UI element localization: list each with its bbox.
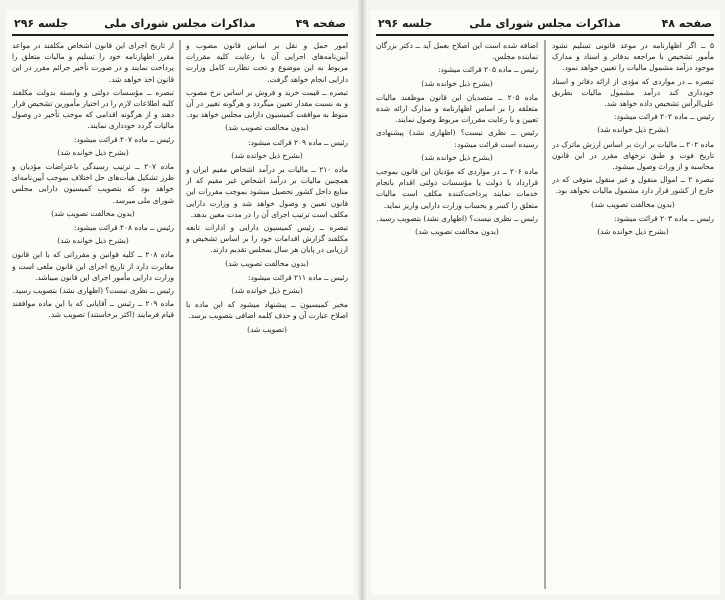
right-page-header — [376, 14, 714, 36]
column-divider — [180, 40, 181, 589]
text-paragraph: رئیس ــ ماده ۲۰۷ قرائت میشود: — [73, 134, 174, 144]
right-page-title: مذاکرات مجلس شورای ملی — [469, 17, 621, 30]
left-page — [6, 10, 354, 595]
text-paragraph: مخبر کمیسیون ــ پیشنهاد میشود که این ماده با اصلاح عبارت آن و حذف کلمه اضافی بتصویب برسد. — [186, 300, 348, 321]
procedural-note: (بشرح ذیل خوانده شد) — [57, 236, 129, 246]
text-paragraph: تبصره ــ رئیس کمیسیون دارایی و ادارات تابعه مکلفند گزارش اقدامات خود را بر اساس تشخیص و ارزیابی در پایان هر سال بمجلس تقدیم دارند. — [186, 223, 348, 255]
text-paragraph: تبصره ــ در مواردی که مؤدی از ارائه دفاتر و اسناد خودداری کند درآمد مشمول مالیات بطریق علی‌الرأس تشخیص داده خواهد شد. — [552, 76, 714, 109]
text-paragraph: تبصره ــ قیمت خرید و فروش بر اساس نرخ مصوب و به نسبت مقدار تعیین میگردد و هرگونه تغییر در آن منوط به موافقت کمیسیون دارایی مجلس خواهد بود. — [186, 87, 348, 120]
procedural-note: (بدون مخالفت تصویب شد) — [591, 199, 675, 209]
right-page-column-left — [376, 40, 538, 589]
text-paragraph: ماده ۲۱۰ ــ مالیات بر درآمد اشخاص مقیم ایران و همچنین مالیات بر درآمد اشخاص غیر مقیم که از منابع داخل کشور تحصیل میشود بموجب مقررات این قانون تعیین و وصول خواهد شد و وزارت دارایی مکلف است ترتیب اجرای آن را در مدت معین بدهد. — [186, 165, 348, 219]
text-paragraph: ماده ۲۰۵ ــ متصدیان این قانون موظفند مالیات متعلقه را بر اساس اظهارنامه و مدارک ارائه شده تعیین و با رعایت مقررات مربوط وصول نمایند. — [376, 92, 538, 125]
text-paragraph: اضافه شده است این اصلاح بعمل آید ــ دکتر بزرگان نماینده مجلس. — [376, 41, 538, 62]
left-page-header — [12, 14, 348, 36]
column-divider — [545, 40, 546, 589]
left-page-number: صفحه ۴۹ — [295, 17, 346, 30]
procedural-note: (بدون مخالفت تصویب شد) — [415, 227, 499, 237]
left-page-column-left — [12, 40, 174, 589]
text-paragraph: رئیس ــ ماده ۲۰۸ قرائت میشود: — [73, 223, 174, 233]
right-page — [370, 10, 720, 595]
text-paragraph: رئیس ــ نظری نیست؟ (اظهاری نشد) پیشنهادی رسیده است قرائت میشود: — [376, 128, 538, 149]
right-page-column-right — [552, 40, 714, 589]
book-gutter — [356, 0, 368, 600]
procedural-note: (بشرح ذیل خوانده شد) — [421, 152, 493, 162]
right-page-columns — [376, 40, 714, 589]
text-paragraph: رئیس ــ نظری نیست؟ (اظهاری نشد) بتصویب رسید. — [12, 286, 174, 296]
right-session-label: جلسه ۲۹۶ — [378, 17, 433, 30]
text-paragraph: رئیس ــ ماده ۲۰۲ قرائت میشود: — [613, 112, 714, 122]
text-paragraph: ماده ۲۰۸ ــ کلیه قوانین و مقرراتی که با این قانون مغایرت دارد از تاریخ اجرای این قانون ملغی است و وزارت دارایی مأمور اجرای این قانون میباشد. — [12, 250, 174, 282]
left-page-title: مذاکرات مجلس شورای ملی — [104, 17, 256, 30]
procedural-note: (بشرح ذیل خوانده شد) — [597, 227, 669, 237]
text-paragraph: رئیس ــ ماده ۲۰۳ قرائت میشود: — [613, 213, 714, 223]
text-paragraph: امور حمل و نقل بر اساس قانون مصوب و آیین‌نامه‌های اجرایی آن با رعایت کلیه مقررات مربوط به این موضوع و تحت نظارت کامل وزارت دارایی انجام خواهد گرفت. — [186, 41, 348, 84]
text-paragraph: رئیس ــ ماده ۲۰۹ قرائت میشود: — [247, 137, 348, 147]
text-paragraph: ۵ ــ اگر اظهارنامه در موعد قانونی تسلیم نشود مأمور تشخیص با مراجعه بدفاتر و اسناد و مدارک موجود درآمد مشمول مالیات را تعیین خواهد نمود. — [552, 41, 714, 73]
left-page-columns — [12, 40, 348, 589]
text-paragraph: ماده ۲۰۲ ــ مالیات بر ارث بر اساس ارزش ماترک در تاریخ فوت و طبق نرخهای مقرر در این قانون محاسبه و از وراث وصول میشود. — [552, 139, 714, 172]
text-paragraph: تبصره ــ مؤسسات دولتی و وابسته بدولت مکلفند کلیه اطلاعات لازم را در اختیار مأمورین تشخیص قرار دهند و از هرگونه اقدامی که موجب تأخیر در وصول مالیات گردد خودداری نمایند. — [12, 87, 174, 131]
procedural-note: (بدون مخالفت تصویب شد) — [51, 208, 135, 218]
text-paragraph: رئیس ــ ماده ۲۱۱ قرائت میشود: — [247, 272, 348, 282]
text-paragraph: ماده ۲۰۹ ــ رئیس ــ آقایانی که با این ماده موافقند قیام فرمایند (اکثر برخاستند) تصویب شد. — [12, 299, 174, 320]
left-session-label: جلسه ۲۹۶ — [14, 17, 69, 30]
procedural-note: (بشرح ذیل خوانده شد) — [231, 150, 303, 160]
procedural-note: (بشرح ذیل خوانده شد) — [231, 286, 303, 296]
left-page-column-right — [186, 40, 348, 589]
text-paragraph: تبصره ۲ ــ اموال منقول و غیر منقول متوفی که در خارج از کشور قرار دارد مشمول مالیات نخواهد بود. — [552, 175, 714, 196]
procedural-note: (بشرح ذیل خوانده شد) — [421, 78, 493, 88]
text-paragraph: از تاریخ اجرای این قانون اشخاص مکلفند در مواعد مقرر اظهارنامه خود را تسلیم و مالیات متعلق را پرداخت نمایند و در صورت تأخیر جرائم مقرر در این قانون اخذ خواهد شد. — [12, 41, 174, 84]
text-paragraph: رئیس ــ ماده ۲۰۵ قرائت میشود: — [437, 65, 538, 75]
procedural-note: (بدون مخالفت تصویب شد) — [225, 258, 309, 268]
procedural-note: (تصویب شد) — [247, 324, 287, 334]
procedural-note: (بشرح ذیل خوانده شد) — [57, 147, 129, 157]
text-paragraph: ماده ۲۰۶ ــ در مواردی که مؤدیان این قانون بموجب قرارداد با دولت یا مؤسسات دولتی اقدام بانجام خدمات نمایند پرداخت‌کننده مکلف است مالیات متعلق را کسر و بحساب وزارت دارایی واریز نماید. — [376, 167, 538, 210]
text-paragraph: رئیس ــ نظری نیست؟ (اظهاری نشد) بتصویب رسید. — [376, 213, 538, 223]
right-page-number: صفحه ۴۸ — [661, 17, 712, 30]
procedural-note: (بدون مخالفت تصویب شد) — [225, 123, 309, 133]
text-paragraph: ماده ۲۰۷ ــ ترتیب رسیدگی باعتراضات مؤدیان و طرز تشکیل هیأت‌های حل اختلاف بموجب آیین‌نامه‌ای خواهد بود که بتصویب کمیسیون دارایی مجلس شورای ملی میرسد. — [12, 162, 174, 205]
procedural-note: (بشرح ذیل خوانده شد) — [597, 125, 669, 135]
